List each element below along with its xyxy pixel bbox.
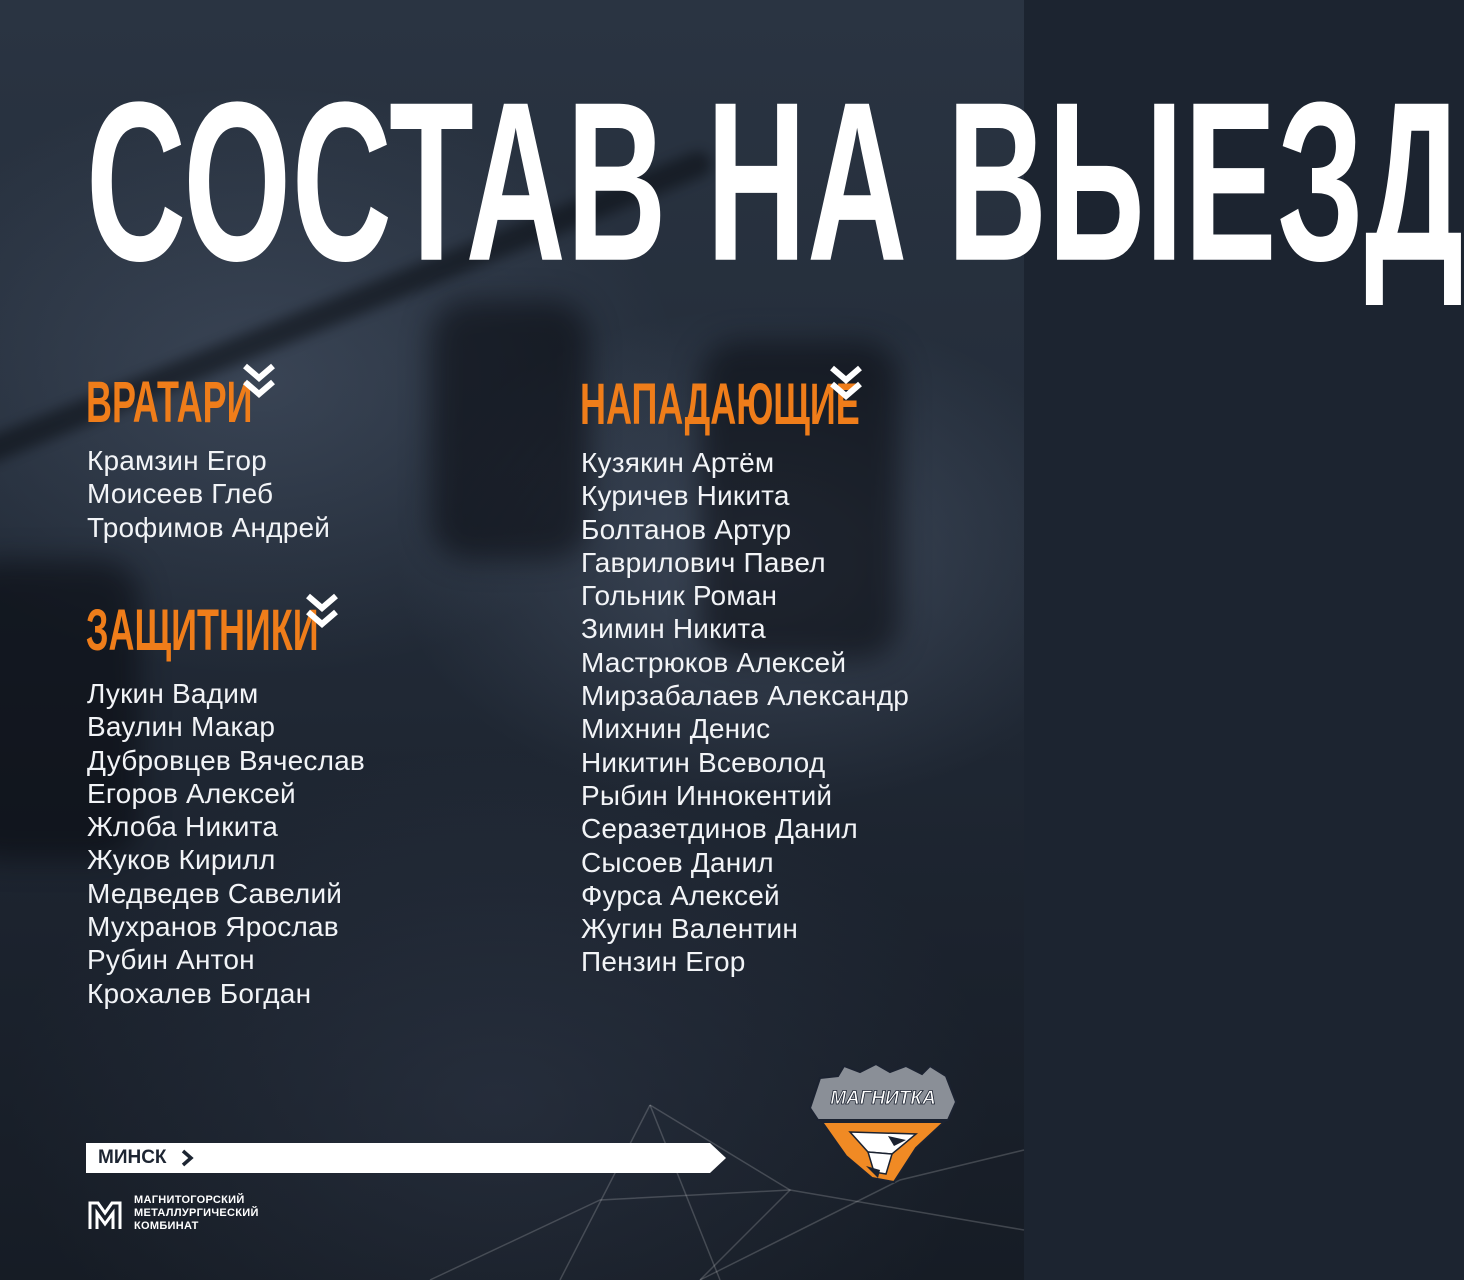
list-item: Жлоба Никита [87,811,279,843]
list-item: Гаврилович Павел [581,546,826,578]
list-item: Сысоев Данил [581,846,774,878]
list-item: Крамзин Егор [87,445,267,476]
goalies-heading-row [86,368,355,438]
list-item: Никитин Всеволод [581,746,826,778]
list-item: Пензин Егор [581,946,746,978]
list-item: Мастрюков Алексей [581,646,847,678]
defenders-list [87,677,365,1010]
double-chevron-down-icon [828,362,864,402]
list-item: Мухранов Ярослав [87,911,339,943]
poster-title-wrap [86,54,1464,340]
goalies-heading: ВРАТАРИ [86,370,253,435]
list-item: Рубин Антон [87,944,255,976]
poster-title: СОСТАВ НА ВЫЕЗД [86,54,1464,309]
sponsor-name [134,1194,259,1233]
list-item: Рыбин Иннокентий [581,779,833,811]
chevron-right-icon [180,1149,194,1167]
destination-bar [86,1143,726,1173]
goalies-list [87,444,330,544]
list-item: Моисеев Глеб [87,478,274,510]
sponsor-name-line: КОМБИНАТ [134,1220,199,1232]
magnitka-fox-logo [798,1062,968,1192]
list-item: Трофимов Андрей [87,511,331,543]
list-item: Куричев Никита [581,480,790,512]
list-item: Егоров Алексей [87,777,296,809]
list-item: Гольник Роман [581,580,778,612]
sponsor-name-line: МЕТАЛЛУРГИЧЕСКИЙ [134,1207,259,1219]
list-item: Серазетдинов Данил [581,813,858,845]
list-item: Ваулин Макар [87,711,276,743]
defenders-heading-row [86,596,461,666]
list-item: Жугин Валентин [581,913,798,945]
list-item: Дубровцев Вячеслав [87,744,365,776]
double-chevron-down-icon [304,590,340,630]
list-item: Зимин Никита [581,613,766,645]
sponsor-name-line: МАГНИТОГОРСКИЙ [134,1194,245,1206]
mmk-logo [88,1197,122,1231]
destination-city: МИНСК [98,1147,167,1168]
list-item: Мирзабалаев Александр [581,680,910,712]
list-item: Лукин Вадим [87,678,259,709]
list-item: Кузякин Артём [581,447,775,478]
forwards-heading-row [580,370,1031,440]
list-item: Жуков Кирилл [87,844,276,876]
list-item: Фурса Алексей [581,879,780,911]
forwards-list [581,446,909,979]
sponsor-block [88,1194,259,1233]
defenders-heading: ЗАЩИТНИКИ [86,598,319,663]
double-chevron-down-icon [241,360,277,400]
club-logo-text: МАГНИТКА [830,1088,936,1109]
forwards-heading: НАПАДАЮЩИЕ [580,372,860,437]
list-item: Михнин Денис [581,713,771,745]
list-item: Болтанов Артур [581,513,792,545]
list-item: Медведев Савелий [87,877,343,909]
list-item: Крохалев Богдан [87,977,312,1009]
